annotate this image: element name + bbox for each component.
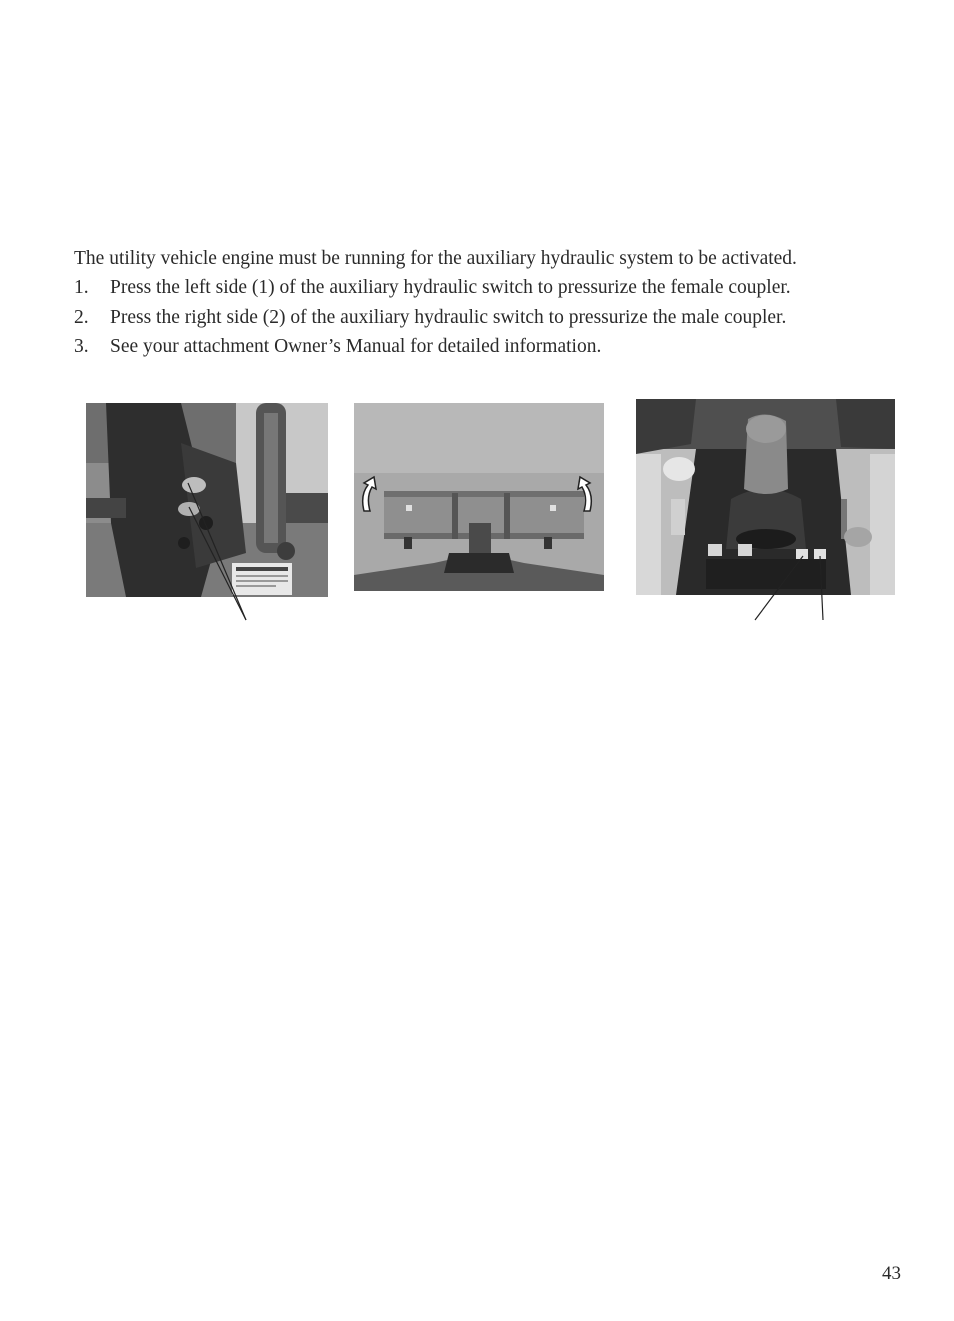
step-text: Press the left side (1) of the auxiliary hydraulic switch to pressurize the female coupler. (110, 277, 791, 298)
step-text: Press the right side (2) of the auxiliary hydraulic switch to pressurize the male coupler. (110, 306, 787, 328)
instruction-list (74, 273, 934, 362)
list-item (74, 332, 934, 362)
step-number: 3. (74, 336, 89, 357)
page-number: 43 (882, 1263, 901, 1284)
intro-paragraph: The utility vehicle engine must be running for the auxiliary hydraulic system to be activated. (74, 248, 797, 269)
list-item (74, 303, 934, 333)
front-blade-photo (354, 403, 604, 591)
list-item (74, 273, 934, 303)
joystick-switch-photo (636, 399, 895, 595)
step-number: 1. (74, 277, 89, 298)
step-number: 2. (74, 306, 89, 328)
hydraulic-coupler-photo (86, 403, 328, 597)
step-text: See your attachment Owner’s Manual for detailed information. (110, 336, 602, 357)
